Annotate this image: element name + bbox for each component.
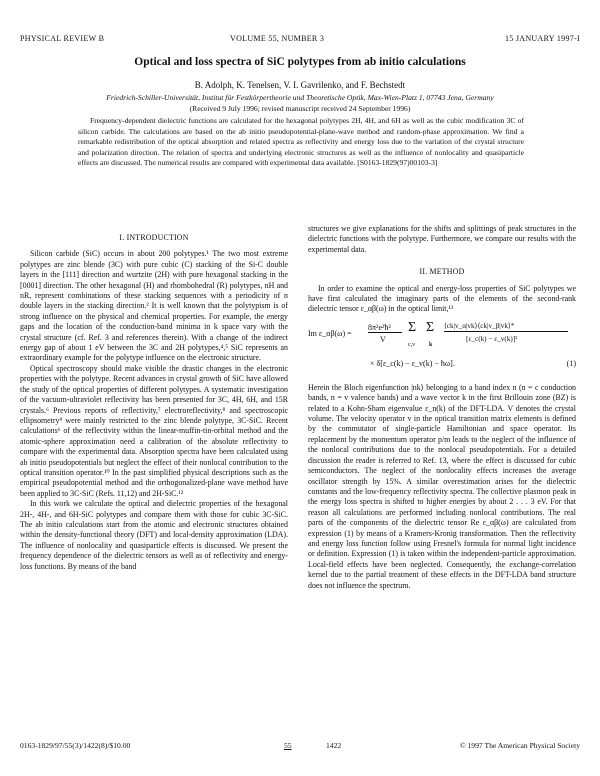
author-list: B. Adolph, K. Tenelsen, V. I. Gavrilenko, and F. Bechstedt <box>194 80 406 90</box>
page-number: 1422 <box>326 741 342 750</box>
intro-heading: I. INTRODUCTION <box>119 233 189 242</box>
intro-paragraph-3: In this work we calculate the optical and dielectric properties of the hexagonal 2H-, 4H-, and 6H-SiC polytypes and compare them with those for cubic 3C-SiC. The ab initio calculations start from the atomic and electronic structures obtained within the density-functional theory (DFT) and local-density approximation (LDA). The influence of nonlocality and quasiparticle effects is discussed. We present the frequency dependence of the dielectric tensors as well as of reflectivity and energy-loss functions. By means of the band <box>20 499 288 571</box>
page-footer <box>20 741 580 753</box>
left-column <box>20 227 288 572</box>
article-code: 0163-1829/97/55(3)/1422(8)/$10.00 <box>20 741 131 750</box>
equation-prefactor-denominator: V <box>380 334 386 344</box>
paper-title: Optical and loss spectra of SiC polytypes from ab initio calculations <box>134 56 466 68</box>
equation-delta-line: × δ[ε_c(k) − ε_v(k) − ħω]. <box>370 358 455 368</box>
method-heading: II. METHOD <box>419 267 465 277</box>
equation-matrix-elements: ⟨ck|v_α|vk⟩⟨ck|v_β|vk⟩* <box>444 321 515 330</box>
equation-sum-cv-index: c,v <box>408 341 416 348</box>
intro-paragraph-2: Optical spectroscopy should make visible the drastic changes in the electronic properties with the polytype. Recent advances in crystal growth of SiC have allowed the study of the optical properties of different polytypes. A systematic investigation of the vacuum-ultraviolet reflectivity has been presented for 3C, 4H, 6H, and 15R crystals.⁶ Previous reports of reflectivity,⁷ electroreflectivity,⁸ and spectroscopic ellipsometry⁹ were mainly restricted to the zinc blende polytype, 3C-SiC. Recent calculations⁶ of the reflectivity within the linear-muffin-tin-orbital method and the atomic-sphere approximation need a calibration of the absolute reflectivity to compare with the experimental data. Absorption spectra have been calculated using ab initio pseudopotentials but neglect the effect of their nonlocal contribution to the optical transition operator.¹⁰ In the past simplified physical descriptions such as the empirical pseudopotential method and the orthogonalized-plane wave method have been applied to 3C-SiC (Refs. 11,12) and 2H-SiC.¹² <box>20 363 288 498</box>
intro-paragraph-continued: structures we give explanations for the shifts and splittings of peak structures in the dielectric functions with the polytype. Furthermore, we compare our results with the experimental data. <box>308 224 576 254</box>
equation-1 <box>308 319 576 377</box>
method-paragraph-1: In order to examine the optical and energy-loss properties of SiC polytypes we have first calculated the imaginary parts of the elements of the second-rank dielectric tensor ε_αβ(ω) in the optical limit,¹³ <box>308 283 576 314</box>
equation-sum-k: Σ <box>426 319 435 335</box>
abstract-text: Frequency-dependent dielectric functions are calculated for the hexagonal polytypes 2H, 4H, and 6H as well as the cubic modification 3C of silicon carbide. The calculations are based on the ab initio pseudopotential-plane-wave method and random-phase approximation. We find a remarkable redistribution of the optical absorption and related spectra as reflectivity and energy loss due to the variation of the crystal structure and polarization direction. The relation of spectra and underlying electronic structures as well as the influence of nonlocality and quasiparticle effects are discussed. The numerical results are compared with experimental data available. [S0163-1829(97)00103-3] <box>78 116 524 168</box>
issue-date: 15 JANUARY 1997-I <box>504 34 580 43</box>
equation-lhs: Im ε_αβ(ω) = <box>308 328 352 338</box>
method-paragraph-2: Herein the Bloch eigenfunction |nk⟩ belonging to a band index n (n = c conduction bands, n = v valence bands) and a wave vector k in the first Brillouin zone (BZ) is related to a Kohn-Sham eigenvalue ε_n(k) of the DFT-LDA. V denotes the crystal volume. The velocity operator v in the optical transition matrix elements is defined by the commutator of single-particle Hamiltonian and space operator. Its replacement by the momentum operator p/m leads to the neglect of the influence of the nonlocal contributions due to the nonlocal pseudopotentials. For a detailed discussion the reader is referred to Ref. 13, where the effect is discussed for cubic semiconductors. The neglect of the nonlocality effects increases the average oscillator strength by 15%. A similar overestimation arises for the dielectric constants and the low-frequency reflectivity spectra. The collective plasmon peak in the energy loss spectra is shifted to higher energies by about 2 . . . 3 eV. For that reason all calculations are performed including nonlocal contributions. The real parts of the components of the dielectric tensor Re ε_αβ(ω) are calculated from expression (1) by means of a Kramers-Kronig transformation. Then the reflectivity and energy loss function follow using Fresnel's formula for normal light incidence or definition. Expression (1) is taken within the independent-particle approximation. Local-field effects have been neglected. Consequently, the exchange-correlation kernel due to the partial treatment of these effects in the DFT-LDA band structure does not influence the spectrum. <box>308 382 576 590</box>
equation-energy-denominator: [ε_c(k) − ε_v(k)]² <box>466 334 518 343</box>
equation-fraction-bar-2 <box>444 331 568 332</box>
running-header <box>20 34 580 46</box>
equation-number: (1) <box>566 358 576 368</box>
equation-prefactor-numerator: 8π²e²ħ² <box>368 322 391 332</box>
volume-number: VOLUME 55, NUMBER 3 <box>230 34 325 43</box>
abstract <box>78 116 524 169</box>
journal-name: PHYSICAL REVIEW B <box>20 34 105 43</box>
equation-sum-cv: Σ <box>408 319 417 335</box>
right-column <box>308 224 576 591</box>
equation-sum-k-index: k <box>429 341 433 348</box>
copyright: © 1997 The American Physical Society <box>459 741 580 750</box>
equation-fraction-bar <box>368 332 402 333</box>
affiliation: Friedrich-Schiller-Universität, Institut für Festkörpertheorie und Theoretische Optik, Max-Wien-Platz 1, 07743 Jena, Germany <box>106 93 494 102</box>
volume-mark: 55 <box>284 741 292 750</box>
intro-paragraph-1: Silicon carbide (SiC) occurs in about 200 polytypes.¹ The two most extreme polytypes are zinc blende (3C) with pure cubic (C) stacking of the Si-C double layers in the [111] direction and wurtzite (2H) with pure hexagonal stacking in the [0001] direction. The other hexagonal (H) and rhombohedral (R) polytypes, nH and nR, represent combinations of these stacking sequences with a periodicity of n double layers in the stacking direction.² It is well known that the polytypism is of strong influence on the physical and chemical properties. For example, the energy gaps and the location of the conduction-band minima in k space vary with the crystal structure (cf. Ref. 3 and references therein). With a change of the indirect energy gap of about 1 eV between the 3C and 2H polytypes,⁴,⁵ SiC represents an extraordinary example for the polytype influence on the electronic structure. <box>20 249 288 363</box>
received-dates: (Received 9 July 1996; revised manuscript received 24 September 1996) <box>189 104 411 113</box>
